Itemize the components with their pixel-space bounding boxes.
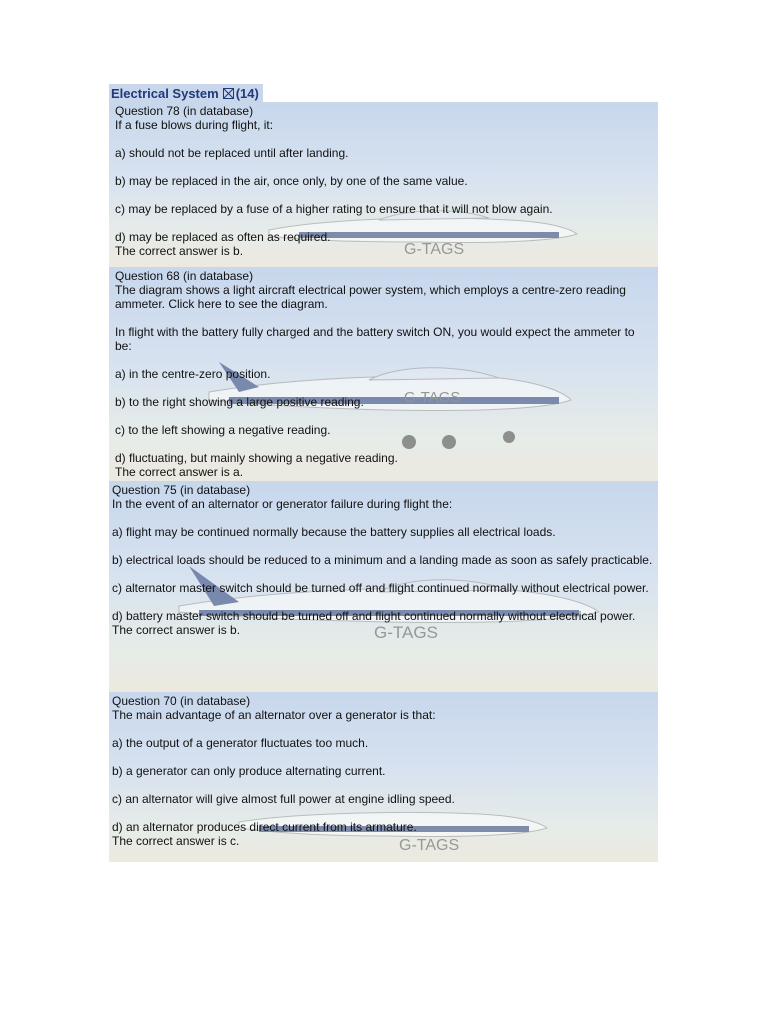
option-d: d) battery master switch should be turned off and flight continued normally without electrical power. [112,609,636,623]
option-a: a) flight may be continued normally because the battery supplies all electrical loads. [112,525,556,539]
option-a: a) the output of a generator fluctuates too much. [112,736,369,750]
registration-mark: G-TAGS [404,241,465,258]
question-number: Question 70 (in database) [112,694,251,708]
correct-answer: The correct answer is c. [112,834,240,848]
option-a: a) in the centre-zero position. [115,367,271,381]
correct-answer: The correct answer is b. [115,244,244,258]
question-panel-68 [109,267,658,481]
option-c: c) an alternator will give almost full power at engine idling speed. [112,792,455,806]
correct-answer: The correct answer is a. [115,465,244,479]
option-a: a) should not be replaced until after landing. [115,146,349,160]
option-b: b) a generator can only produce alternating current. [112,764,386,778]
option-b: b) electrical loads should be reduced to a minimum and a landing made as soon as safely practicable. [112,553,653,567]
option-d: d) an alternator produces direct current from its armature. [112,820,417,834]
question-stem-continued: In flight with the battery fully charged and the battery switch ON, you would expect the ammeter to be: [115,325,635,353]
option-c: c) alternator master switch should be turned off and flight continued normally without electrical power. [112,581,649,595]
registration-mark: G-TAGS [404,389,461,406]
question-number: Question 68 (in database) [115,269,254,283]
question-panel-75 [109,481,658,692]
question-stem: The main advantage of an alternator over a generator is that: [112,708,436,722]
question-stem: In the event of an alternator or generator failure during flight the: [112,497,453,511]
section-header [109,84,263,102]
option-d: d) may be replaced as often as required. [115,230,331,244]
question-stem: If a fuse blows during flight, it: [115,118,274,132]
checkbox-cross-icon [223,88,234,99]
section-title: Electrical System [111,85,219,101]
section-count: (14) [235,85,259,101]
question-number: Question 75 (in database) [112,483,251,497]
question-panel-78 [109,102,658,267]
question-number: Question 78 (in database) [115,104,254,118]
question-panel-70 [109,692,658,862]
question-stem: The diagram shows a light aircraft electrical power system, which employs a centre-zero reading ammeter. Click here to see the diagram. [115,283,626,311]
option-c: c) may be replaced by a fuse of a higher rating to ensure that it will not blow again. [115,202,553,216]
option-b: b) may be replaced in the air, once only, by one of the same value. [115,174,468,188]
option-b: b) to the right showing a large positive reading. [115,395,364,409]
option-d: d) fluctuating, but mainly showing a negative reading. [115,451,398,465]
registration-mark: G-TAGS [399,837,460,854]
registration-mark: G-TAGS [374,623,438,642]
option-c: c) to the left showing a negative reading. [115,423,331,437]
correct-answer: The correct answer is b. [112,623,241,637]
